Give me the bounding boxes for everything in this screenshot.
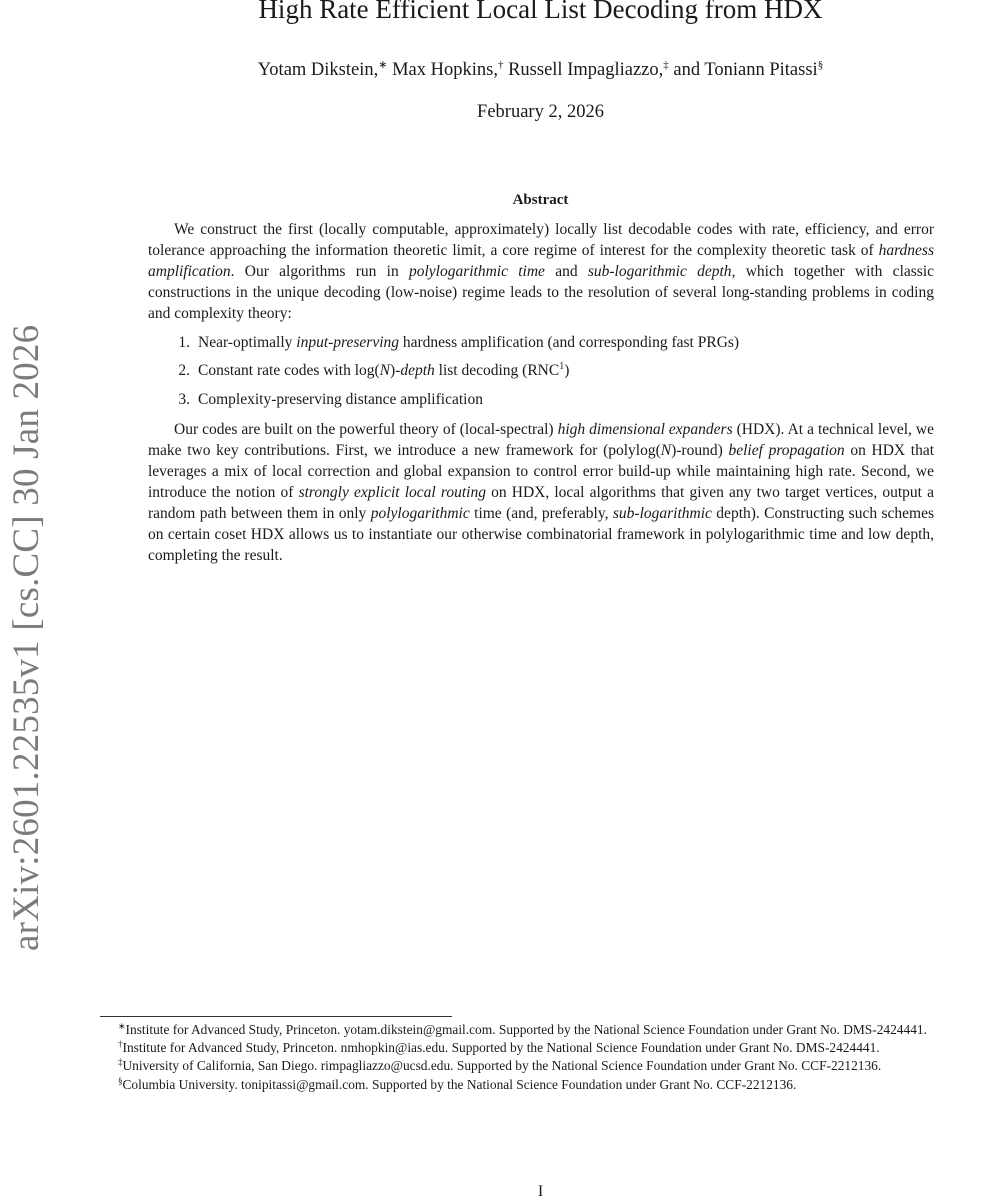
footnote-2: †Institute for Advanced Study, Princeton. nmhopkin@ias.edu. Supported by the National Science Foundation under Grant No. DMS-2424441. [118, 1039, 880, 1056]
author-4: and Toniann Pitassi§ [673, 59, 824, 80]
contribution-item: 1. Near-optimally input-preserving hardness amplification (and corresponding fast PRGs) [178, 333, 740, 351]
abstract-body [148, 220, 934, 567]
footnote-rule [100, 1016, 452, 1017]
abstract-paragraph-2: Our codes are built on the powerful theory of (local-spectral) high dimensional expanders (HDX). At a technical level, we make two key contributions. First, we introduce a new framework for (polylog(N)-round) belief propagation on HDX that leverages a mix of local correction and global expansion to control error build-up while maintaining high rate. Second, we introduce the notion of strongly explicit local routing on HDX, local algorithms that given any two target vertices, output a random path between them in only polylogarithmic time (and, preferably, sub-logarithmic depth). Constructing such schemes on certain coset HDX allows us to instantiate our otherwise combinatorial framework in polylogarithmic time and low depth, completing the result. [148, 421, 935, 564]
publication-date: February 2, 2026 [477, 102, 604, 122]
footnote-4: §Columbia University. tonipitassi@gmail.com. Supported by the National Science Foundation under Grant No. CCF-2212136. [118, 1075, 797, 1092]
footnote-3: ‡University of California, San Diego. rimpagliazzo@ucsd.edu. Supported by the National Science Foundation under Grant No. CCF-2212136. [118, 1057, 882, 1074]
author-2: Max Hopkins,† [392, 59, 504, 80]
author-3: Russell Impagliazzo,‡ [508, 59, 669, 80]
contributions-list [148, 333, 934, 412]
contribution-item: 3. Complexity-preserving distance amplification [178, 391, 483, 409]
abstract-heading: Abstract [512, 192, 569, 208]
abstract-paragraph-1: We construct the first (locally computable, approximately) locally list decodable codes with rate, efficiency, and error tolerance approaching the information theoretic limit, a core regime of interest for the complexity theoretic task of hardness amplification. Our algorithms run in polylogarithmic time and sub-logarithmic depth, which together with classic constructions in the unique decoding (low-noise) regime leads to the resolution of several long-standing problems in coding and complexity theory: [148, 221, 935, 322]
author-1: Yotam Dikstein,∗ [257, 59, 388, 80]
paper-title: High Rate Efficient Local List Decoding from HDX [258, 0, 823, 24]
footnotes [100, 1021, 981, 1094]
contribution-item: 2. Constant rate codes with log(N)-depth list decoding (RNC$^1$) [178, 361, 570, 380]
footnote-1: ∗Institute for Advanced Study, Princeton. yotam.dikstein@gmail.com. Supported by the National Science Foundation under Grant No. DMS-2424441. [118, 1021, 927, 1037]
author-list [100, 58, 981, 81]
page-number: I [537, 1183, 544, 1200]
arxiv-side-stamp: arXiv:2601.22535v1 [cs.CC] 30 Jan 2026 [6, 324, 47, 951]
